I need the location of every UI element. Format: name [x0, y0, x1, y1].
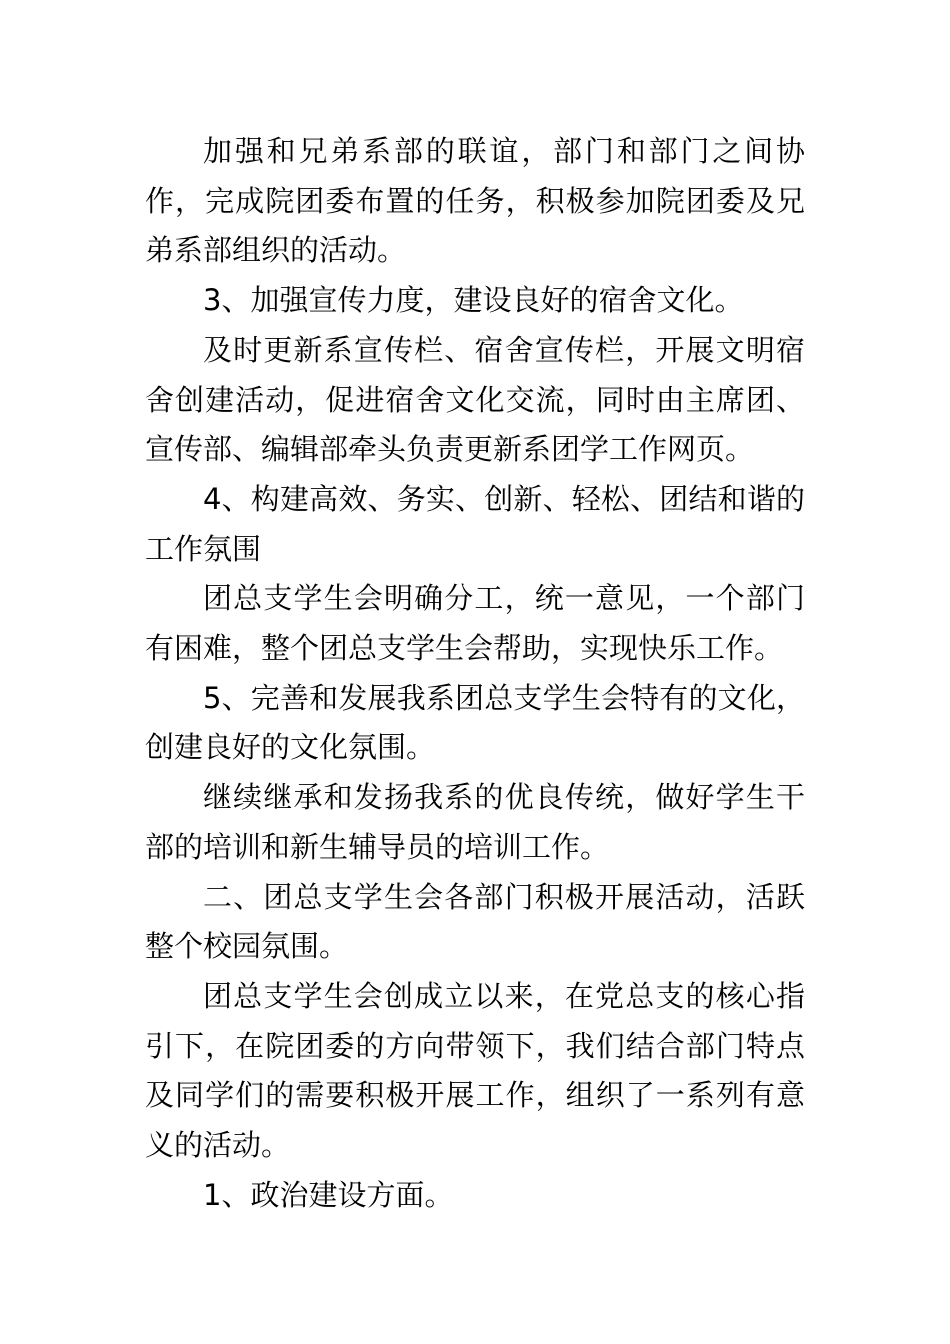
paragraph-publicity: 及时更新系宣传栏、宿舍宣传栏，开展文明宿舍创建活动，促进宿舍文化交流，同时由主席团、宣传部、编辑部牵头负责更新系团学工作网页。: [145, 332, 805, 467]
paragraph-cooperation: 加强和兄弟系部的联谊，部门和部门之间协作，完成院团委布置的任务，积极参加院团委及兄弟系部组织的活动。: [145, 134, 805, 268]
paragraph-section-two-heading: 二、团总支学生会各部门积极开展活动，活跃整个校园氛围。: [145, 879, 805, 964]
paragraph-heading-publicity: 3、加强宣传力度，建设良好的宿舍文化。: [203, 283, 744, 318]
document-body: [145, 127, 805, 1220]
paragraph-heading-atmosphere: 4、构建高效、务实、创新、轻松、团结和谐的工作氛围: [145, 481, 805, 566]
paragraph-activities: 团总支学生会创成立以来，在党总支的核心指引下，在院团委的方向带领下，我们结合部门特点及同学们的需要积极开展工作，组织了一系列有意义的活动。: [145, 978, 805, 1163]
paragraph-division-of-work: 团总支学生会明确分工，统一意见，一个部门有困难，整个团总支学生会帮助，实现快乐工作。: [145, 581, 805, 666]
paragraph-training: 继续继承和发扬我系的优良传统，做好学生干部的培训和新生辅导员的培训工作。: [145, 780, 805, 864]
paragraph-heading-culture: 5、完善和发展我系团总支学生会特有的文化，创建良好的文化氛围。: [145, 680, 805, 765]
paragraph-heading-political: 1、政治建设方面。: [203, 1177, 454, 1212]
